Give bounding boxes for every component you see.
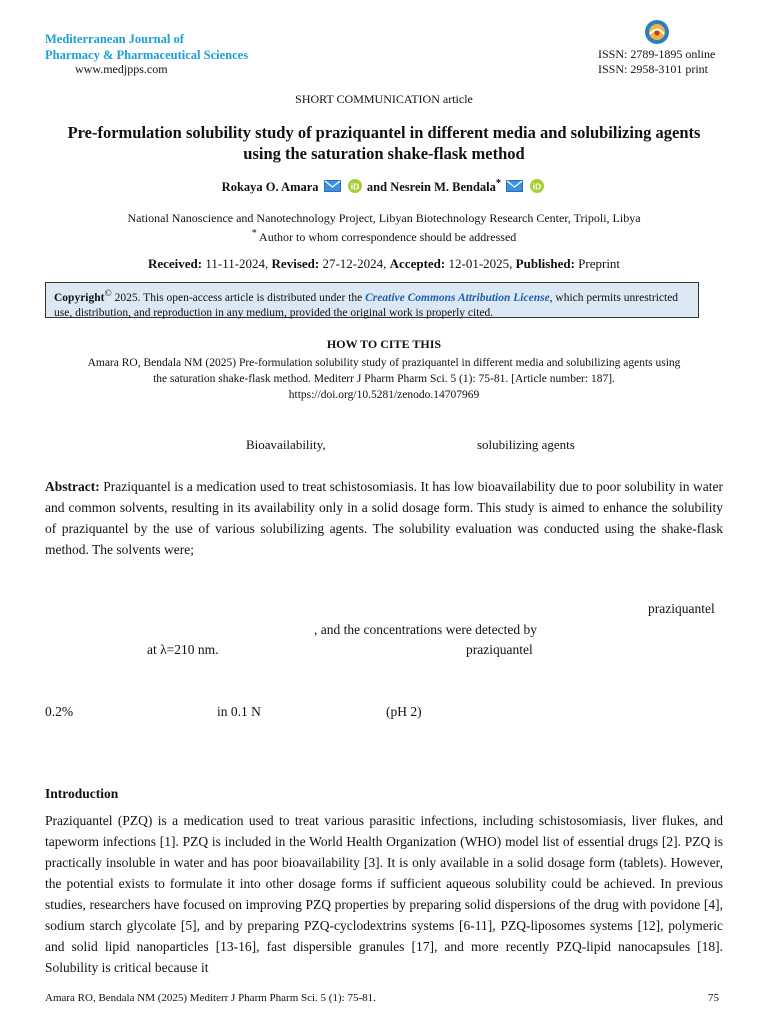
citation-heading: HOW TO CITE THIS [326, 337, 442, 351]
corresponding-asterisk: * [495, 178, 502, 189]
abstract-fragment-normality: in 0.1 N [217, 704, 261, 719]
introduction-paragraph: Praziquantel (PZQ) is a medication used to treat various parasitic infections, including schistosomiasis, liver flukes, and tapeworm infections [1]. PZQ is included in the World Health Organization (WHO) model list of essential drugs [2]. PZQ is practically insoluble in water and has poor bioavailability [3]. It is only available in a solid dosage form (tablets). However, the potential exists to formulate it into other dosage forms if sufficient aqueous solubility could be achieved. In previous studies, researchers have focused on improving PZQ properties by preparing solid dispersions of the drug with povidone [4], sodium starch glycolate [5], and by preparing PZQ-cyclodextrins systems [6-11], PZQ-liposomes systems [12], polymeric and solid lipid nanoparticles [13-16], fast dispersible granules [17], and more recently PZQ-lipid nanocapsules [18]. Solubility is critical because it [45, 813, 723, 975]
copyright-text-before: 2025. This open-access article is distributed under the [111, 291, 366, 304]
affiliation-line1: National Nanoscience and Nanotechnology Project, Libyan Biotechnology Research Center, Tripoli, Libya [127, 211, 641, 225]
issn-block [598, 47, 715, 77]
abstract-paragraph [45, 476, 723, 560]
citation-line1: Amara RO, Bendala NM (2025) Pre-formulation solubility study of praziquantel in different media and solubilizing agents using [87, 357, 681, 369]
issn-online: ISSN: 2789-1895 online [598, 47, 716, 61]
abstract-fragment-ph: (pH 2) [386, 704, 422, 719]
journal-name-line2: Pharmacy & Pharmaceutical Sciences [45, 48, 249, 62]
journal-website[interactable]: www.medjpps.com [75, 62, 168, 76]
svg-text:iD: iD [533, 181, 542, 192]
authors-line [0, 178, 768, 197]
copyright-label: Copyright [54, 291, 105, 304]
received-date: 11-11-2024 [205, 256, 266, 271]
revised-label: Revised: [271, 256, 320, 271]
abstract-fragment-percent: 0.2% [45, 704, 74, 719]
abstract-fragment-praziquantel-2: praziquantel [466, 642, 533, 657]
keyword-bioavailability: Bioavailability, [246, 437, 326, 452]
corr-note: Author to whom correspondence should be addressed [256, 230, 517, 244]
affiliation-line2 [0, 226, 768, 245]
citation-line2: the saturation shake-flask method. Mediterr J Pharm Pharm Sci. 5 (1): 75-81. [Article number: 187]. [153, 373, 615, 385]
article-dates: Received: 11-11-2024, Revised: 27-12-2024, Accepted: 12-01-2025, Published: Preprint [147, 256, 621, 271]
copyright-symbol: © [104, 288, 112, 299]
keyword-solubilizing-agents: solubilizing agents [477, 437, 575, 452]
svg-text:iD: iD [350, 181, 360, 192]
abstract-text: Praziquantel is a medication used to treat schistosomiasis. It has low bioavailability due to poor solubility in water and common solvents, resulting in its availability only in a solid dosage form. This study is aimed to enhance the solubility of praziquantel by the use of various solubilizing agents. The solubility evaluation was conducted using the shake-flask method. The solvents were; [45, 479, 723, 557]
issn-print: ISSN: 2958-3101 print [598, 62, 709, 76]
citation-doi[interactable]: https://doi.org/10.5281/zenodo.14707969 [288, 389, 480, 401]
journal-name [45, 31, 248, 63]
accepted-label: Accepted: [389, 256, 446, 271]
abstract-fragment-wavelength: at λ=210 nm. [147, 642, 219, 657]
license-link[interactable]: Creative Commons Attribution License [365, 291, 550, 304]
published-label: Published: [515, 256, 575, 271]
article-type: SHORT COMMUNICATION article [295, 92, 473, 106]
email-icon[interactable] [324, 180, 341, 196]
corr-mark: * [251, 228, 257, 239]
citation-block [45, 355, 723, 403]
author-connector: and [366, 180, 388, 195]
author-1: Rokaya O. Amara [221, 180, 319, 195]
footer-citation: Amara RO, Bendala NM (2025) Mediterr J Pharm Pharm Sci. 5 (1): 75-81. [45, 992, 376, 1004]
published-status: Preprint [578, 256, 621, 271]
introduction-heading: Introduction [45, 786, 119, 801]
received-label: Received: [147, 256, 203, 271]
page-number: 75 [708, 992, 719, 1004]
revised-date: 27-12-2024 [322, 256, 384, 271]
copyright-text-after: , which permits unrestricted use, distribution, and reproduction in any medium, provided the original work is properly cited. [54, 291, 679, 319]
affiliation [0, 210, 768, 245]
orcid-icon[interactable] [530, 179, 544, 197]
orcid-icon[interactable] [348, 179, 362, 197]
abstract-fragment-praziquantel-1: praziquantel [648, 601, 715, 616]
journal-logo-icon [644, 19, 670, 45]
abstract-fragment-concentrations: , and the concentrations were detected by [314, 622, 538, 637]
article-title: Pre-formulation solubility study of praziquantel in different media and solubilizing agents using the saturation shake-flask method [67, 123, 701, 163]
author-2: Nesrein M. Bendala [390, 180, 496, 195]
copyright-box [45, 282, 699, 318]
email-icon[interactable] [506, 180, 523, 196]
abstract-label: Abstract: [45, 479, 100, 494]
accepted-date: 12-01-2025 [448, 256, 510, 271]
journal-name-line1: Mediterranean Journal of [45, 32, 184, 46]
